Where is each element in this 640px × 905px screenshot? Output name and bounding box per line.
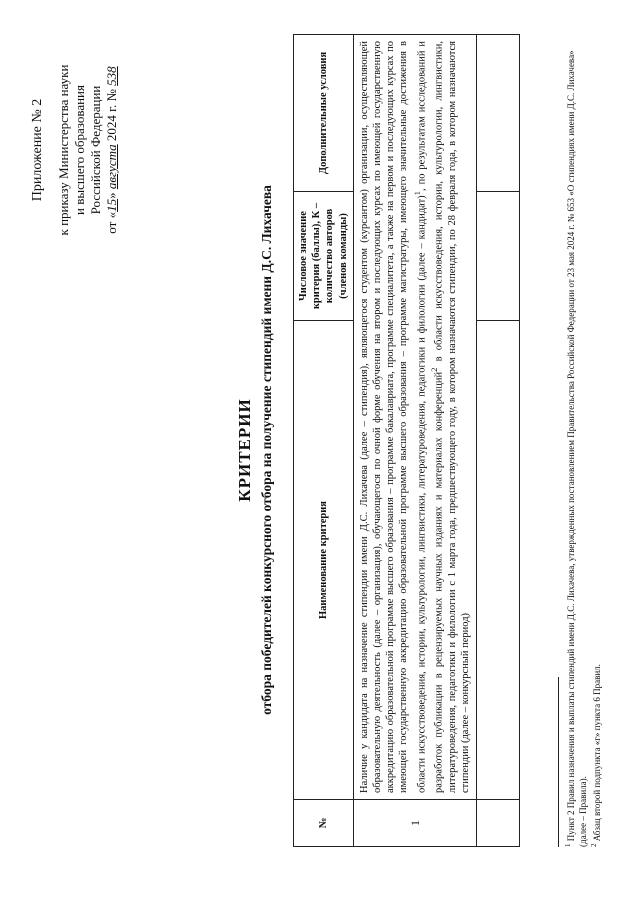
- criterion-text: [353, 35, 477, 800]
- criterion-text-part: , по результатам исследований и разработок публикации в рецензируемых научных изданиях и материалах конференций: [416, 41, 445, 793]
- header-criterion: Наименование критерия: [294, 321, 354, 800]
- date-mid: »: [104, 192, 119, 199]
- order-day: 15: [104, 198, 119, 212]
- order-month: августа: [104, 144, 119, 190]
- footnote-text: Пункт 2 Правил назначения и выплаты стипендий имени Д.С. Лихачева, утвержденных постановлением Правительства Российской Федерации от 23 мая 2024 г. № 653 «О стипендиях имени Д.С. Лихачева» (далее – Правила).: [566, 50, 588, 847]
- score-cell: [477, 192, 520, 321]
- criteria-table: [293, 34, 520, 847]
- document-title: [235, 35, 275, 865]
- title-sub: отбора победителей конкурсного отбора на получение стипендий имени Д.С. Лихачева: [259, 185, 274, 715]
- footnote-item: [589, 27, 604, 847]
- annex-line: и высшего образования: [72, 85, 87, 215]
- conditions-cell: [477, 35, 520, 192]
- criterion-text-part: Наличие у кандидата на назначение стипендии имени Д.С. Лихачева (далее – стипендия), являющегося студентом (курсантом) организации, осуществляющей образовательную деятельность (далее – организация), обучающегося по очной форме обучения на втором и последующих курсах по имеющей государственную аккредитацию образовательной программе высшего образования – программе бакалавриата, программе специалитета, а также на первом и последующих курсах по имеющей государственную аккредитацию образовательной программе высшего образования – программе магистратуры, имеющего значительные достижения в области искусствоведения, истории, культурологии, лингвистики, литературоведения, педагогики и филологии (далее – кандидат): [358, 41, 428, 793]
- table-row: [477, 35, 520, 847]
- footnote-text: Абзац второй подпункта «г» пункта 6 Правил.: [592, 664, 602, 844]
- annex-number: Приложение № 2: [30, 98, 45, 202]
- footnote-ref: 2: [429, 367, 440, 372]
- empty-cell: [477, 800, 520, 847]
- annex-line: к приказу Министерства науки: [56, 64, 71, 236]
- footnotes: [558, 27, 604, 847]
- header-score: Числовое значение критерия (баллы), К – количество авторов (членов команды): [294, 192, 354, 321]
- order-number: 538: [104, 66, 119, 86]
- order-year-label: 2024 г. №: [104, 89, 119, 142]
- title-main: КРИТЕРИИ: [235, 398, 254, 502]
- footnote-divider: [558, 677, 559, 847]
- table-header-row: [294, 35, 354, 847]
- footnote-mark: 2: [590, 843, 598, 847]
- row-number: 1: [353, 800, 477, 847]
- table-row: [353, 35, 477, 847]
- annex-header: [30, 35, 120, 265]
- header-conditions: Дополнительные условия: [294, 35, 354, 192]
- footnote-ref: 1: [411, 190, 422, 196]
- footnote-mark: 1: [564, 843, 572, 847]
- date-prefix: от «: [104, 211, 119, 234]
- annex-line: Российской Федерации: [88, 85, 103, 215]
- footnote-item: [563, 27, 589, 847]
- header-num: №: [294, 800, 354, 847]
- empty-cell: [477, 321, 520, 800]
- criterion-text-part: в области искусствоведения, истории, культурологии, лингвистики, литературоведения, педагогики и филологии с 1 марта года, предшествующего году, в котором назначаются стипендии, по 28 февраля года, в котором назначаются стипендии (далее – конкурсный период): [433, 41, 472, 793]
- annex-order-line: [104, 35, 120, 265]
